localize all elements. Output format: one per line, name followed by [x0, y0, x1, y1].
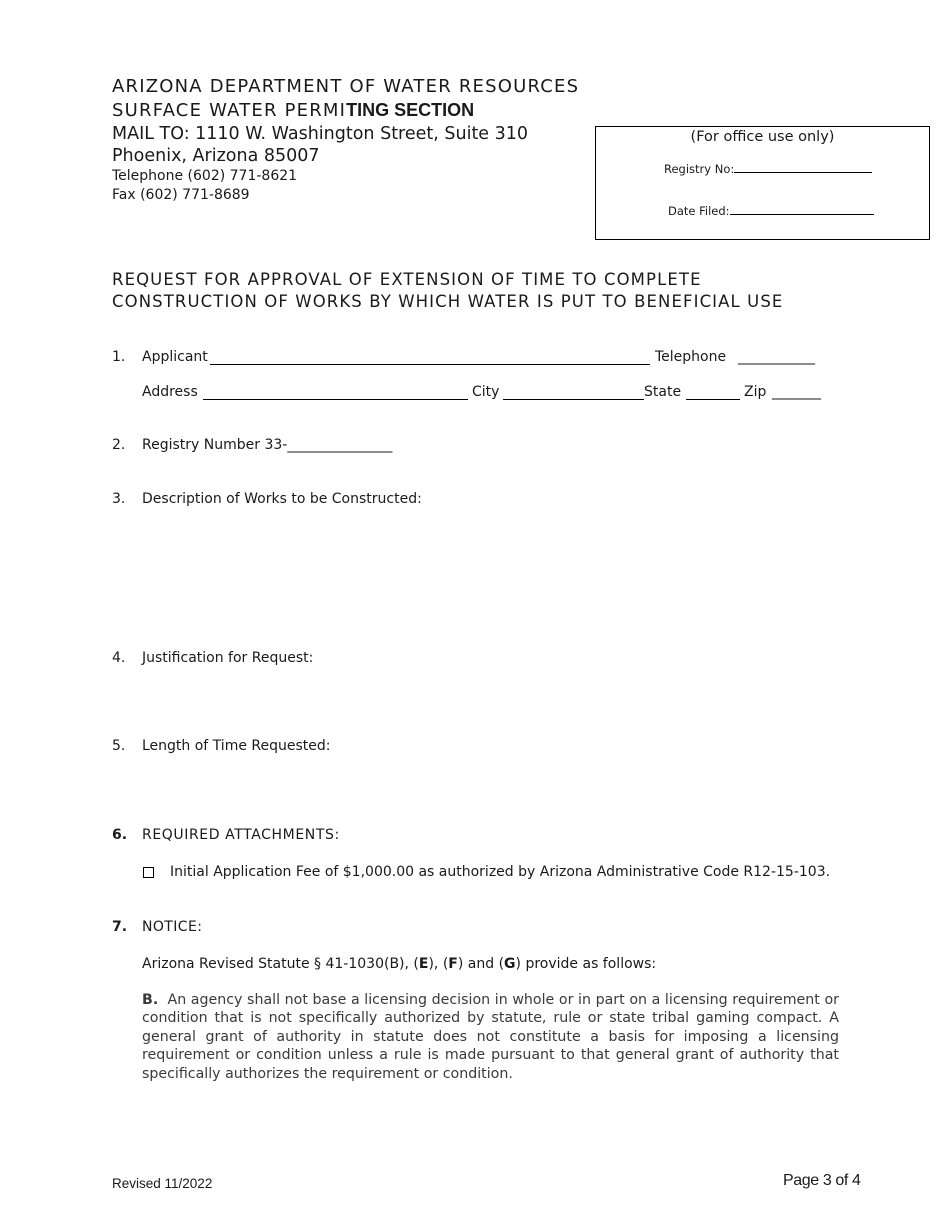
statute-mid1: ), (	[428, 956, 449, 972]
paragraph-b-text: An agency shall not base a licensing decision in whole or in part on a licensing requirement or condition that is not specifically authorized by statute, rule or state tribal gaming compact. A general grant of authority in statute does not constitute a basis for imposing a licensing requirement or condition unless a rule is made pursuant to that general grant of authority that specifically authorizes the requirement or condition.	[142, 992, 839, 1082]
office-registry-label: Registry No:	[664, 162, 735, 176]
statute-suffix: ) provide as follows:	[515, 956, 657, 972]
page-number: Page 3 of 4	[783, 1172, 861, 1189]
description-label: Description of Works to be Constructed:	[142, 491, 422, 507]
address-field[interactable]	[203, 399, 468, 400]
statute-mid2: ) and (	[457, 956, 505, 972]
office-use-title: (For office use only)	[690, 129, 835, 145]
required-attachments-label: REQUIRED ATTACHMENTS:	[142, 827, 340, 843]
statute-f: F	[448, 956, 458, 972]
applicant-label: Applicant	[142, 349, 208, 365]
item-number-1: 1.	[112, 349, 126, 365]
section-name-normal: SURFACE WATER PERMI	[112, 100, 347, 121]
revised-date: Revised 11/2022	[112, 1176, 213, 1191]
item-number-3: 3.	[112, 491, 126, 507]
address-label: Address	[142, 384, 198, 400]
justification-label: Justification for Request:	[142, 650, 314, 666]
applicant-field[interactable]	[210, 364, 650, 365]
office-date-row	[668, 203, 874, 218]
item-number-7: 7.	[112, 919, 128, 935]
fee-checkbox[interactable]	[143, 867, 154, 878]
state-field[interactable]	[686, 399, 740, 400]
zip-field[interactable]: _______	[772, 384, 821, 400]
item-number-5: 5.	[112, 738, 126, 754]
city-label: City	[472, 384, 500, 400]
office-use-box	[595, 126, 930, 240]
city-field[interactable]	[503, 399, 644, 400]
zip-label: Zip	[744, 384, 767, 400]
agency-fax: Fax (602) 771-8689	[112, 187, 250, 203]
office-date-field[interactable]	[730, 203, 874, 215]
office-registry-field[interactable]	[734, 161, 872, 173]
section-name	[112, 100, 474, 121]
statute-prefix: Arizona Revised Statute § 41-1030(B), (	[142, 956, 419, 972]
mail-city: Phoenix, Arizona 85007	[112, 146, 320, 166]
office-registry-row	[664, 161, 872, 176]
notice-paragraph-b	[142, 991, 839, 1083]
form-title-line1: REQUEST FOR APPROVAL OF EXTENSION OF TIME TO COMPLETE	[112, 270, 702, 289]
state-label: State	[644, 384, 682, 400]
notice-label: NOTICE:	[142, 919, 203, 935]
office-date-label: Date Filed:	[668, 204, 730, 218]
section-name-bold: TING SECTION	[346, 100, 475, 120]
paragraph-b-label: B.	[142, 992, 159, 1008]
statute-e: E	[418, 956, 429, 972]
statute-g: G	[504, 956, 516, 972]
item-number-4: 4.	[112, 650, 126, 666]
fee-text: Initial Application Fee of $1,000.00 as authorized by Arizona Administrative Code R12-15-103.	[170, 864, 831, 880]
agency-telephone: Telephone (602) 771-8621	[112, 168, 298, 184]
registry-number-field[interactable]: Registry Number 33-_______________	[142, 437, 393, 453]
length-of-time-label: Length of Time Requested:	[142, 738, 331, 754]
item-number-2: 2.	[112, 437, 126, 453]
statute-reference	[142, 956, 656, 972]
form-title-line2: CONSTRUCTION OF WORKS BY WHICH WATER IS PUT TO BENEFICIAL USE	[112, 292, 784, 311]
mail-to-address: MAIL TO: 1110 W. Washington Street, Suite 310	[112, 124, 529, 144]
item-number-6: 6.	[112, 827, 128, 843]
agency-name: ARIZONA DEPARTMENT OF WATER RESOURCES	[112, 76, 580, 97]
telephone-field[interactable]: ___________	[738, 349, 815, 365]
telephone-label: Telephone	[655, 349, 727, 365]
